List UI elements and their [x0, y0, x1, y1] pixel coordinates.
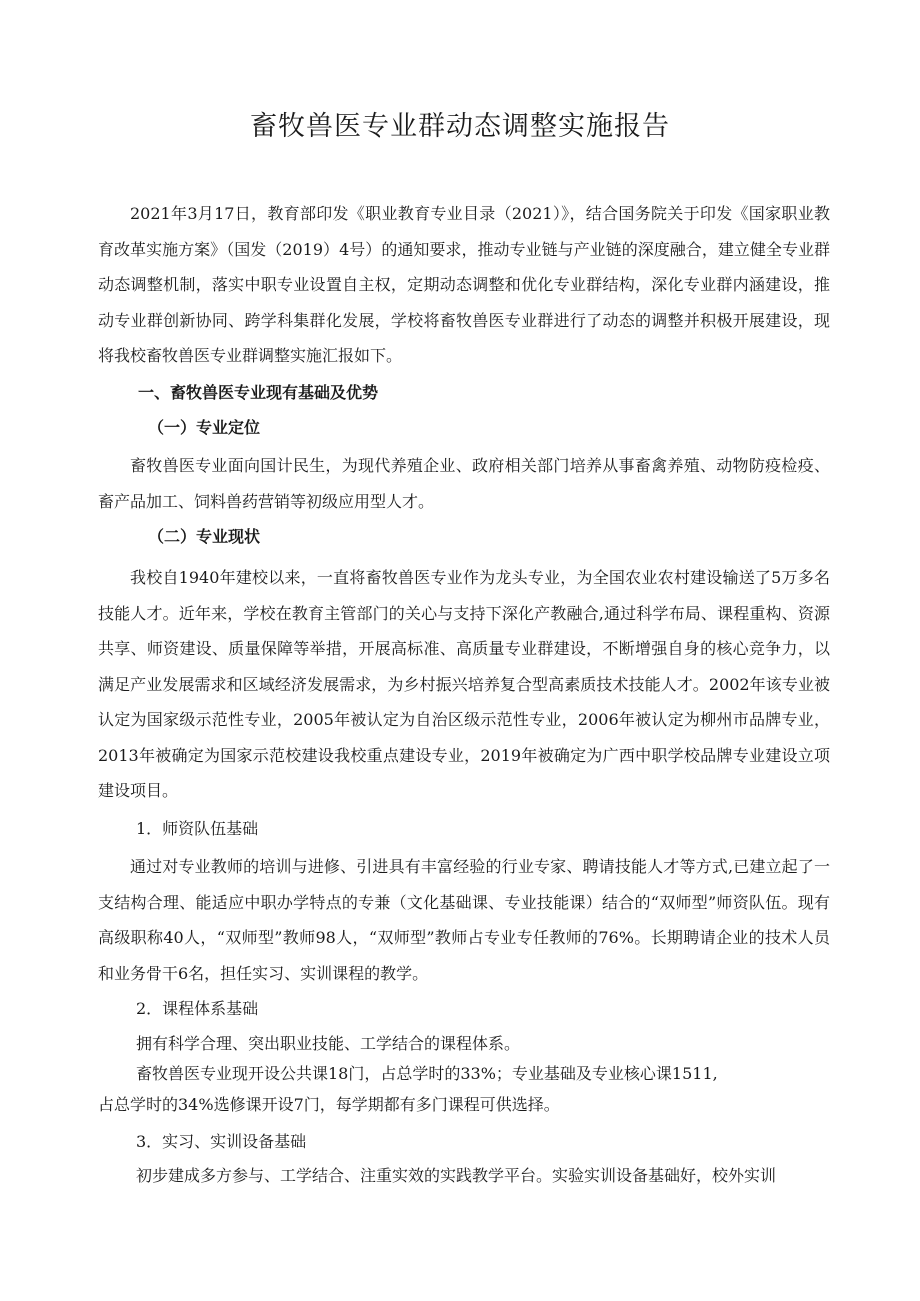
faculty-paragraph: 通过对专业教师的培训与进修、引进具有丰富经验的行业专家、聘请技能人才等方式,已建立起了一支结构合理、能适应中职办学特点的专兼（文化基础课、专业技能课）结合的“双师型”师资队伍。现有高级职称40人，“双师型”教师98人，“双师型”教师占专业专任教师的76%。长期聘请企业的技术人员和业务骨干6名，担任实习、实训课程的教学。 — [98, 857, 830, 983]
item-curriculum-heading: 2．课程体系基础 — [136, 999, 259, 1018]
section-1-heading: 一、畜牧兽医专业现有基础及优势 — [138, 383, 379, 402]
subsection-status-heading: （二）专业现状 — [148, 527, 261, 546]
document-title: 畜牧兽医专业群动态调整实施报告 — [250, 111, 670, 142]
curriculum-line-3: 占总学时的34%选修课开设7门，每学期都有多门课程可供选择。 — [98, 1095, 560, 1114]
positioning-paragraph: 畜牧兽医专业面向国计民生，为现代养殖企业、政府相关部门培养从事畜禽养殖、动物防疫检疫、畜产品加工、饲料兽药营销等初级应用型人才。 — [98, 456, 830, 511]
curriculum-line-1: 拥有科学合理、突出职业技能、工学结合的课程体系。 — [136, 1034, 521, 1053]
subsection-positioning-heading: （一）专业定位 — [148, 418, 261, 437]
item-faculty-heading: 1．师资队伍基础 — [136, 819, 259, 838]
item-facilities-heading: 3．实习、实训设备基础 — [136, 1132, 307, 1151]
facilities-paragraph: 初步建成多方参与、工学结合、注重实效的实践教学平台。实验实训设备基础好，校外实训 — [136, 1166, 777, 1185]
status-paragraph: 我校自1940年建校以来，一直将畜牧兽医专业作为龙头专业，为全国农业农村建设输送了5万多名技能人才。近年来，学校在教育主管部门的关心与支持下深化产教融合,通过科学布局、课程重构、资源共享、师资建设、质量保障等举措，开展高标准、高质量专业群建设，不断增强自身的核心竞争力，以满足产业发展需求和区域经济发展需求，为乡村振兴培养复合型高素质技术技能人才。2002年该专业被认定为国家级示范性专业，2005年被认定为自治区级示范性专业，2006年被认定为柳州市品牌专业，2013年被确定为国家示范校建设我校重点建设专业，2019年被确定为广西中职学校品牌专业建设立项建设项目。 — [98, 568, 830, 800]
intro-paragraph: 2021年3月17日，教育部印发《职业教育专业目录（2021）》，结合国务院关于印发《国家职业教育改革实施方案》（国发（2019）4号）的通知要求，推动专业链与产业链的深度融合，建立健全专业群动态调整机制，落实中职专业设置自主权，定期动态调整和优化专业群结构，深化专业群内涵建设，推动专业群创新协同、跨学科集群化发展，学校将畜牧兽医专业群进行了动态的调整并积极开展建设，现将我校畜牧兽医专业群调整实施汇报如下。 — [98, 204, 830, 365]
curriculum-line-2: 畜牧兽医专业现开设公共课18门，占总学时的33%；专业基础及专业核心课1511, — [136, 1064, 718, 1083]
